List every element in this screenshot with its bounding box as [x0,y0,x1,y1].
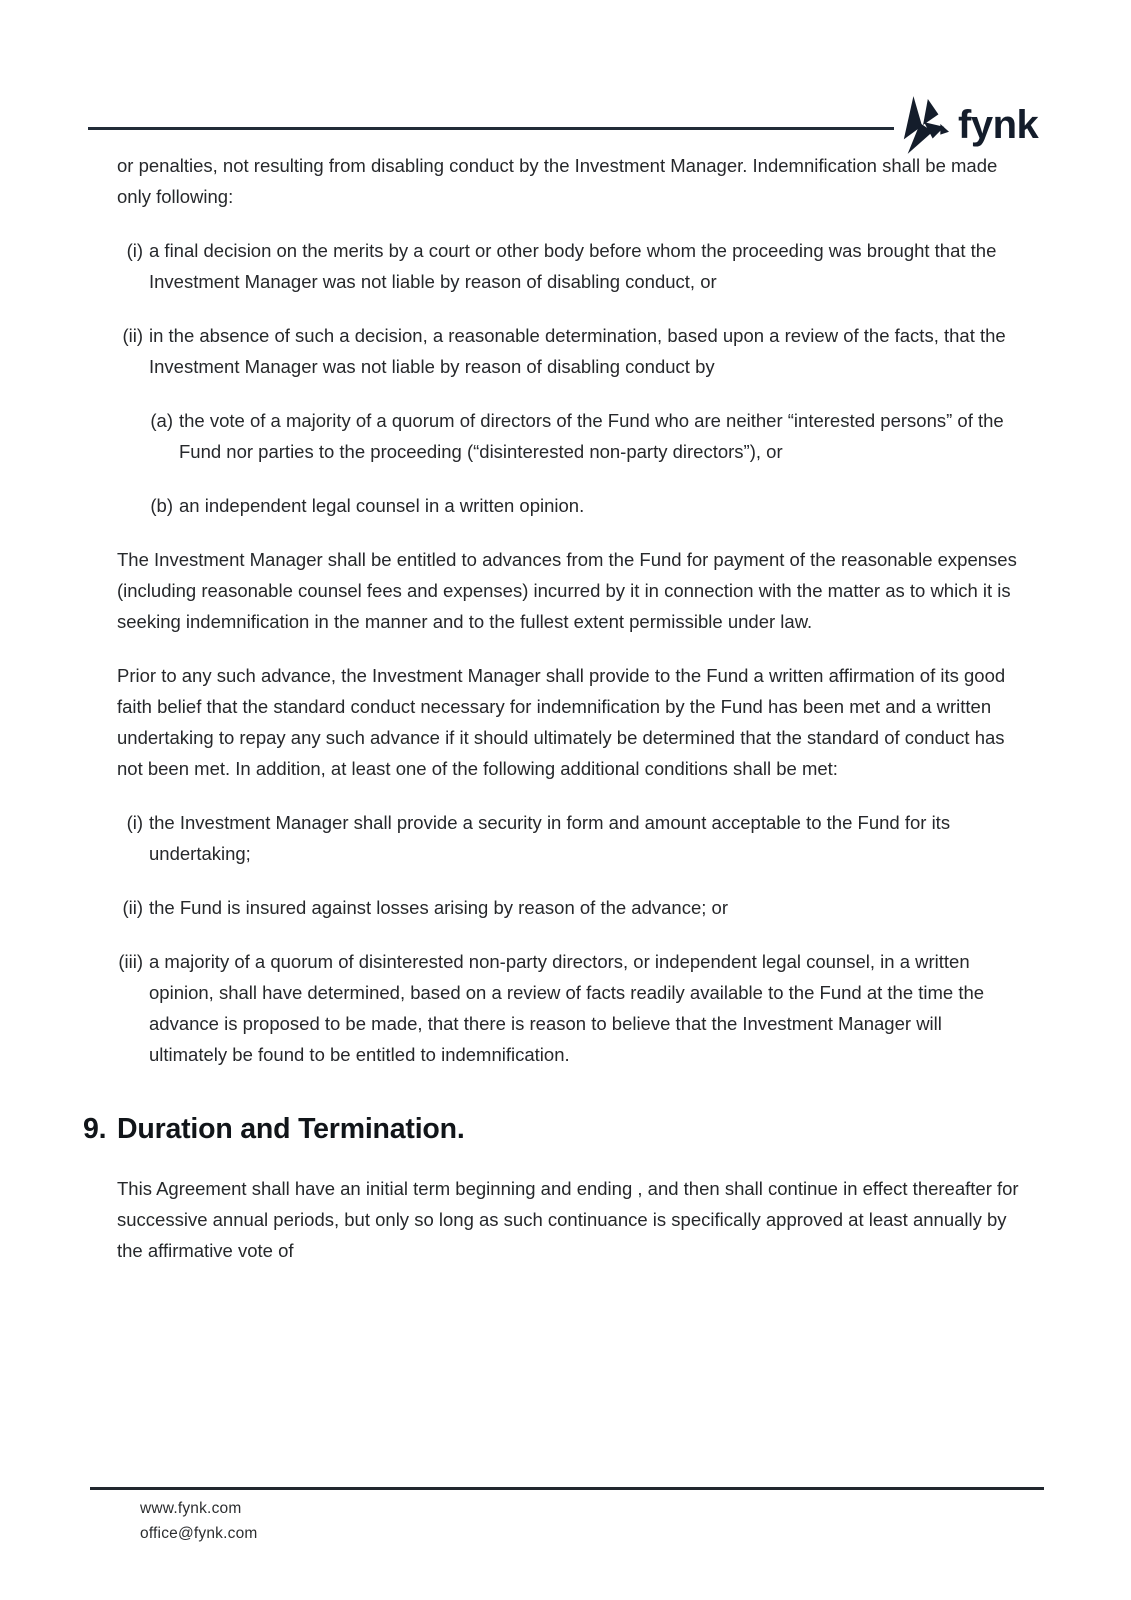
list-item-text: an independent legal counsel in a written opinion. [179,495,585,516]
list-item-text: a majority of a quorum of disinterested non-party directors, or independent legal counsel, in a written opinion, shall have determined, based on a review of facts readily available to the Fund at the time the advance is proposed to be made, that there is reason to believe that the Investment Manager will ultimately be found to be entitled to indemnification. [149,951,985,1065]
prior-advance-paragraph: Prior to any such advance, the Investment Manager shall provide to the Fund a written affirmation of its good faith belief that the standard conduct necessary for indemnification by the Fund has been met and a written undertaking to repay any such advance if it should ultimately be determined that the standard of conduct has not been met. In addition, at least one of the following additional conditions shall be met: [117,665,1006,779]
list-marker: (a) [150,410,173,431]
footer-email-link[interactable]: office@fynk.com [140,1525,258,1542]
list-item-text: the vote of a majority of a quorum of directors of the Fund who are neither “interested persons” of the Fund nor parties to the proceeding (“disinterested non-party directors”), or [179,410,1004,462]
section-number: 9. [83,1113,107,1145]
header-rule [88,127,894,130]
footer-rule [90,1487,1044,1490]
list-item-text: a final decision on the merits by a court or other body before whom the proceeding was brought that the Investment Manager was not liable by reason of disabling conduct, or [149,240,997,292]
sublist-item-b [150,490,1020,521]
list-marker: (ii) [122,897,143,918]
conditions-item-i [117,807,1020,869]
list-item-text: in the absence of such a decision, a reasonable determination, based upon a review of the facts, that the Investment Manager was not liable by reason of disabling conduct by [149,325,1006,377]
list-marker: (b) [150,495,173,516]
list-item-i [117,235,1020,297]
section-title: Duration and Termination. [117,1113,465,1145]
document-body [83,150,1020,1289]
footer-website-link[interactable]: www.fynk.com [140,1500,242,1517]
closing-paragraph: This Agreement shall have an initial term beginning and ending , and then shall continue in effect thereafter for successive annual periods, but only so long as such continuance is specifically approved at least annually by the affirmative vote of [117,1178,1019,1261]
logo-wordmark: fynk [958,103,1039,147]
advances-paragraph: The Investment Manager shall be entitled to advances from the Fund for payment of the reasonable expenses (including reasonable counsel fees and expenses) incurred by it in connection with the matter as to which it is seeking indemnification in the manner and to the fullest extent permissible under law. [117,549,1017,632]
intro-paragraph: or penalties, not resulting from disabling conduct by the Investment Manager. Indemnification shall be made only following: [117,155,998,207]
list-item-ii [117,320,1020,382]
list-marker: (i) [126,812,143,833]
list-marker: (iii) [118,951,143,972]
conditions-item-ii [117,892,1020,923]
origami-crane-icon [899,96,949,154]
fynk-logo [899,96,1038,154]
sublist-item-a [150,405,1020,467]
list-marker: (ii) [122,325,143,346]
list-item-text: the Investment Manager shall provide a security in form and amount acceptable to the Fund for its undertaking; [149,812,951,864]
list-item-text: the Fund is insured against losses arising by reason of the advance; or [149,897,728,918]
list-marker: (i) [126,240,143,261]
conditions-item-iii [117,946,1020,1070]
section-heading [83,1111,1020,1148]
